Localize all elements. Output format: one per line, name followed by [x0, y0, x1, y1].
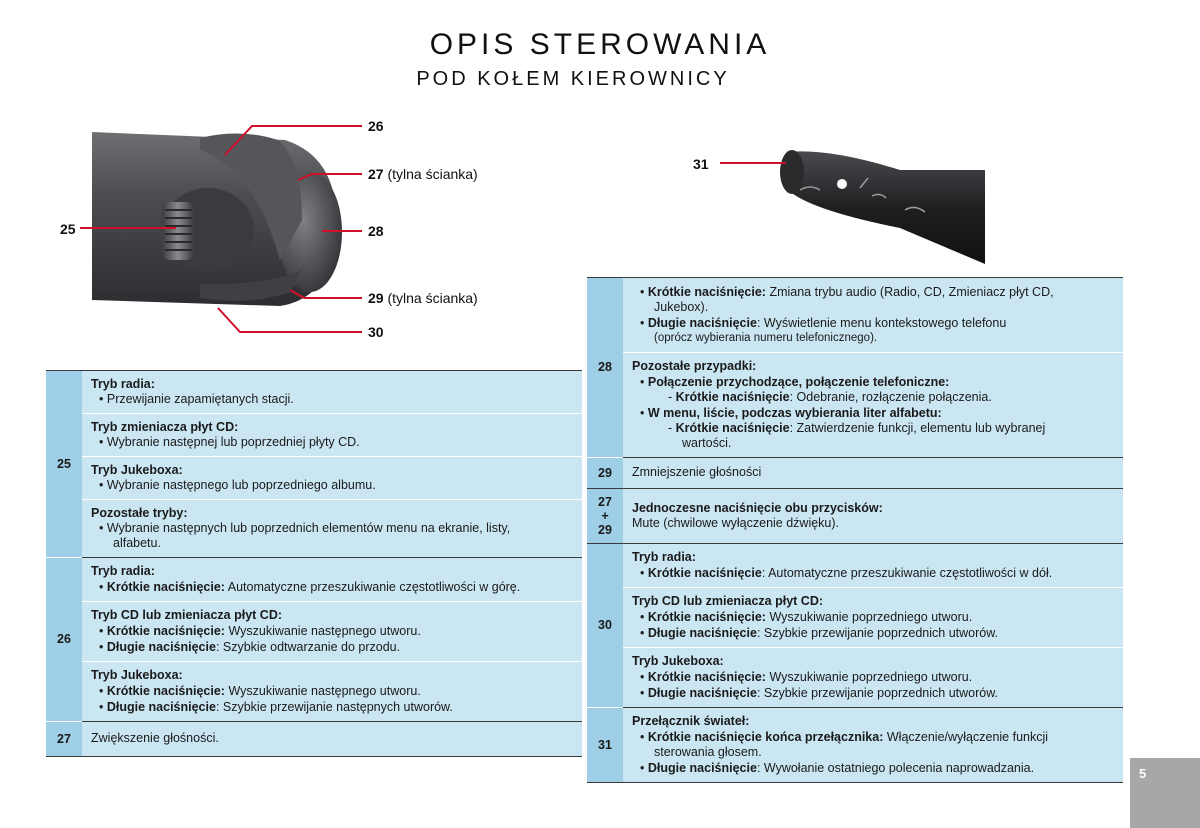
audio-control-stalk-illustration	[40, 110, 500, 350]
table-row	[587, 708, 1123, 783]
table-cell	[623, 588, 1123, 648]
list-item: • Krótkie naciśnięcie: Wyszukiwanie poprzedniego utworu.	[640, 670, 973, 684]
table-cell	[82, 414, 582, 457]
list-item: • Krótkie naciśnięcie: Wyszukiwanie poprzedniego utworu.	[640, 610, 973, 624]
callout-number: 25	[60, 221, 76, 237]
mode-heading: Tryb Jukeboxa:	[91, 668, 183, 682]
mode-heading: Jednoczesne naciśnięcie obu przycisków:	[632, 501, 883, 515]
table-cell	[623, 489, 1123, 544]
table-row	[587, 278, 1123, 353]
mode-heading: Tryb CD lub zmieniacza płyt CD:	[632, 594, 824, 608]
mode-heading: Pozostałe tryby:	[91, 506, 188, 520]
page-title: OPIS STEROWANIA	[429, 28, 771, 61]
table-cell	[623, 353, 1123, 458]
mode-heading: Tryb radia:	[632, 550, 696, 564]
control-number: 31	[587, 708, 623, 783]
callout-29	[368, 290, 478, 306]
list-item: • Długie naciśnięcie: Wywołanie ostatniego polecenia naprowadzania.	[640, 761, 1035, 775]
right-controls-table	[587, 277, 1123, 783]
sub-list-item-continued: wartości.	[682, 436, 732, 450]
mode-heading: Tryb radia:	[91, 564, 155, 578]
mode-heading: Tryb zmieniacza płyt CD:	[91, 420, 239, 434]
callout-note: (tylna ścianka)	[387, 166, 478, 182]
list-item: • Krótkie naciśnięcie końca przełącznika: Włączenie/wyłączenie funkcji	[640, 730, 1049, 744]
mode-heading: Tryb CD lub zmieniacza płyt CD:	[91, 608, 283, 622]
table-cell	[82, 602, 582, 662]
sub-list-item: - Krótkie naciśnięcie: Odebranie, rozłączenie połączenia.	[668, 390, 992, 404]
table-row	[587, 544, 1123, 588]
list-item: • Długie naciśnięcie: Wyświetlenie menu kontekstowego telefonu	[640, 316, 1007, 330]
callout-number: 28	[368, 223, 384, 239]
table-row	[46, 662, 582, 722]
control-number: 26	[46, 558, 82, 722]
table-row	[46, 722, 582, 757]
callout-note: (tylna ścianka)	[387, 290, 478, 306]
sub-list-item: - Krótkie naciśnięcie: Zatwierdzenie funkcji, elementu lub wybranej	[668, 421, 1046, 435]
list-item: • Długie naciśnięcie: Szybkie przewijanie poprzednich utworów.	[640, 686, 999, 700]
control-number: 30	[587, 544, 623, 708]
list-item: • Długie naciśnięcie: Szybkie przewijanie następnych utworów.	[99, 700, 453, 714]
table-cell	[82, 371, 582, 414]
list-item-continued: Jukebox).	[654, 300, 709, 314]
list-item: • Długie naciśnięcie: Szybkie przewijanie poprzednich utworów.	[640, 626, 999, 640]
control-number: 27	[46, 722, 82, 757]
callout-28	[368, 223, 384, 239]
callout-number: 26	[368, 118, 384, 134]
left-controls-table	[46, 370, 582, 757]
list-item-continued: alfabetu.	[113, 536, 161, 550]
list-item: • Krótkie naciśnięcie: Automatyczne przeszukiwanie częstotliwości w górę.	[99, 580, 521, 594]
control-number: 25	[46, 371, 82, 558]
list-item: • Krótkie naciśnięcie: Wyszukiwanie następnego utworu.	[99, 684, 421, 698]
list-item: • Wybranie następnego lub poprzedniego albumu.	[99, 478, 376, 492]
table-cell	[82, 558, 582, 602]
callout-27	[368, 166, 478, 182]
mode-heading: Tryb radia:	[91, 377, 155, 391]
cell-text: Mute (chwilowe wyłączenie dźwięku).	[632, 516, 840, 530]
table-cell	[623, 278, 1123, 353]
list-item: • W menu, liście, podczas wybierania liter alfabetu:	[640, 406, 942, 420]
table-row	[46, 500, 582, 558]
callout-30	[368, 324, 384, 340]
mode-heading: Pozostałe przypadki:	[632, 359, 757, 373]
list-item-continued: sterowania głosem.	[654, 745, 762, 759]
light-switch-stalk-illustration	[700, 130, 1000, 270]
callout-31: 31	[693, 156, 709, 172]
table-row	[587, 458, 1123, 489]
table-row	[46, 414, 582, 457]
list-item: • Długie naciśnięcie: Szybkie odtwarzanie do przodu.	[99, 640, 401, 654]
callout-25	[60, 221, 76, 237]
table-cell	[82, 500, 582, 558]
table-row	[587, 648, 1123, 708]
table-cell	[623, 648, 1123, 708]
table-row	[46, 457, 582, 500]
table-row	[46, 558, 582, 602]
table-row	[46, 602, 582, 662]
control-number: 27 + 29	[587, 489, 623, 544]
mode-heading: Tryb Jukeboxa:	[632, 654, 724, 668]
table-cell	[82, 457, 582, 500]
control-number: 29	[587, 458, 623, 489]
control-number: 28	[587, 278, 623, 458]
table-row	[587, 353, 1123, 458]
page-subtitle: POD KOŁEM KIEROWNICY	[416, 68, 730, 90]
table-cell: Zmniejszenie głośności	[623, 458, 1123, 489]
mode-heading: Tryb Jukeboxa:	[91, 463, 183, 477]
list-item: • Krótkie naciśnięcie: Wyszukiwanie następnego utworu.	[99, 624, 421, 638]
table-cell: Zwiększenie głośności.	[82, 722, 582, 757]
mode-heading: Przełącznik świateł:	[632, 714, 750, 728]
list-item: • Krótkie naciśnięcie: Automatyczne przeszukiwanie częstotliwości w dół.	[640, 566, 1053, 580]
table-row	[587, 588, 1123, 648]
callout-26	[368, 118, 384, 134]
table-cell	[623, 708, 1123, 783]
callout-number: 30	[368, 324, 384, 340]
list-item-continued: (oprócz wybierania numeru telefonicznego).	[654, 332, 878, 344]
callout-number: 29	[368, 290, 384, 306]
table-row	[587, 489, 1123, 544]
list-item: • Wybranie następnych lub poprzednich elementów menu na ekranie, listy,	[99, 521, 511, 535]
list-item: • Przewijanie zapamiętanych stacji.	[99, 392, 294, 406]
list-item: • Wybranie następnej lub poprzedniej płyty CD.	[99, 435, 360, 449]
table-cell	[82, 662, 582, 722]
page-number-tab: 5	[1130, 758, 1200, 828]
table-cell	[623, 544, 1123, 588]
callout-number: 27	[368, 166, 384, 182]
table-row	[46, 371, 582, 414]
list-item: • Połączenie przychodzące, połączenie telefoniczne:	[640, 375, 950, 389]
list-item: • Krótkie naciśnięcie: Zmiana trybu audio (Radio, CD, Zmieniacz płyt CD,	[640, 285, 1054, 299]
